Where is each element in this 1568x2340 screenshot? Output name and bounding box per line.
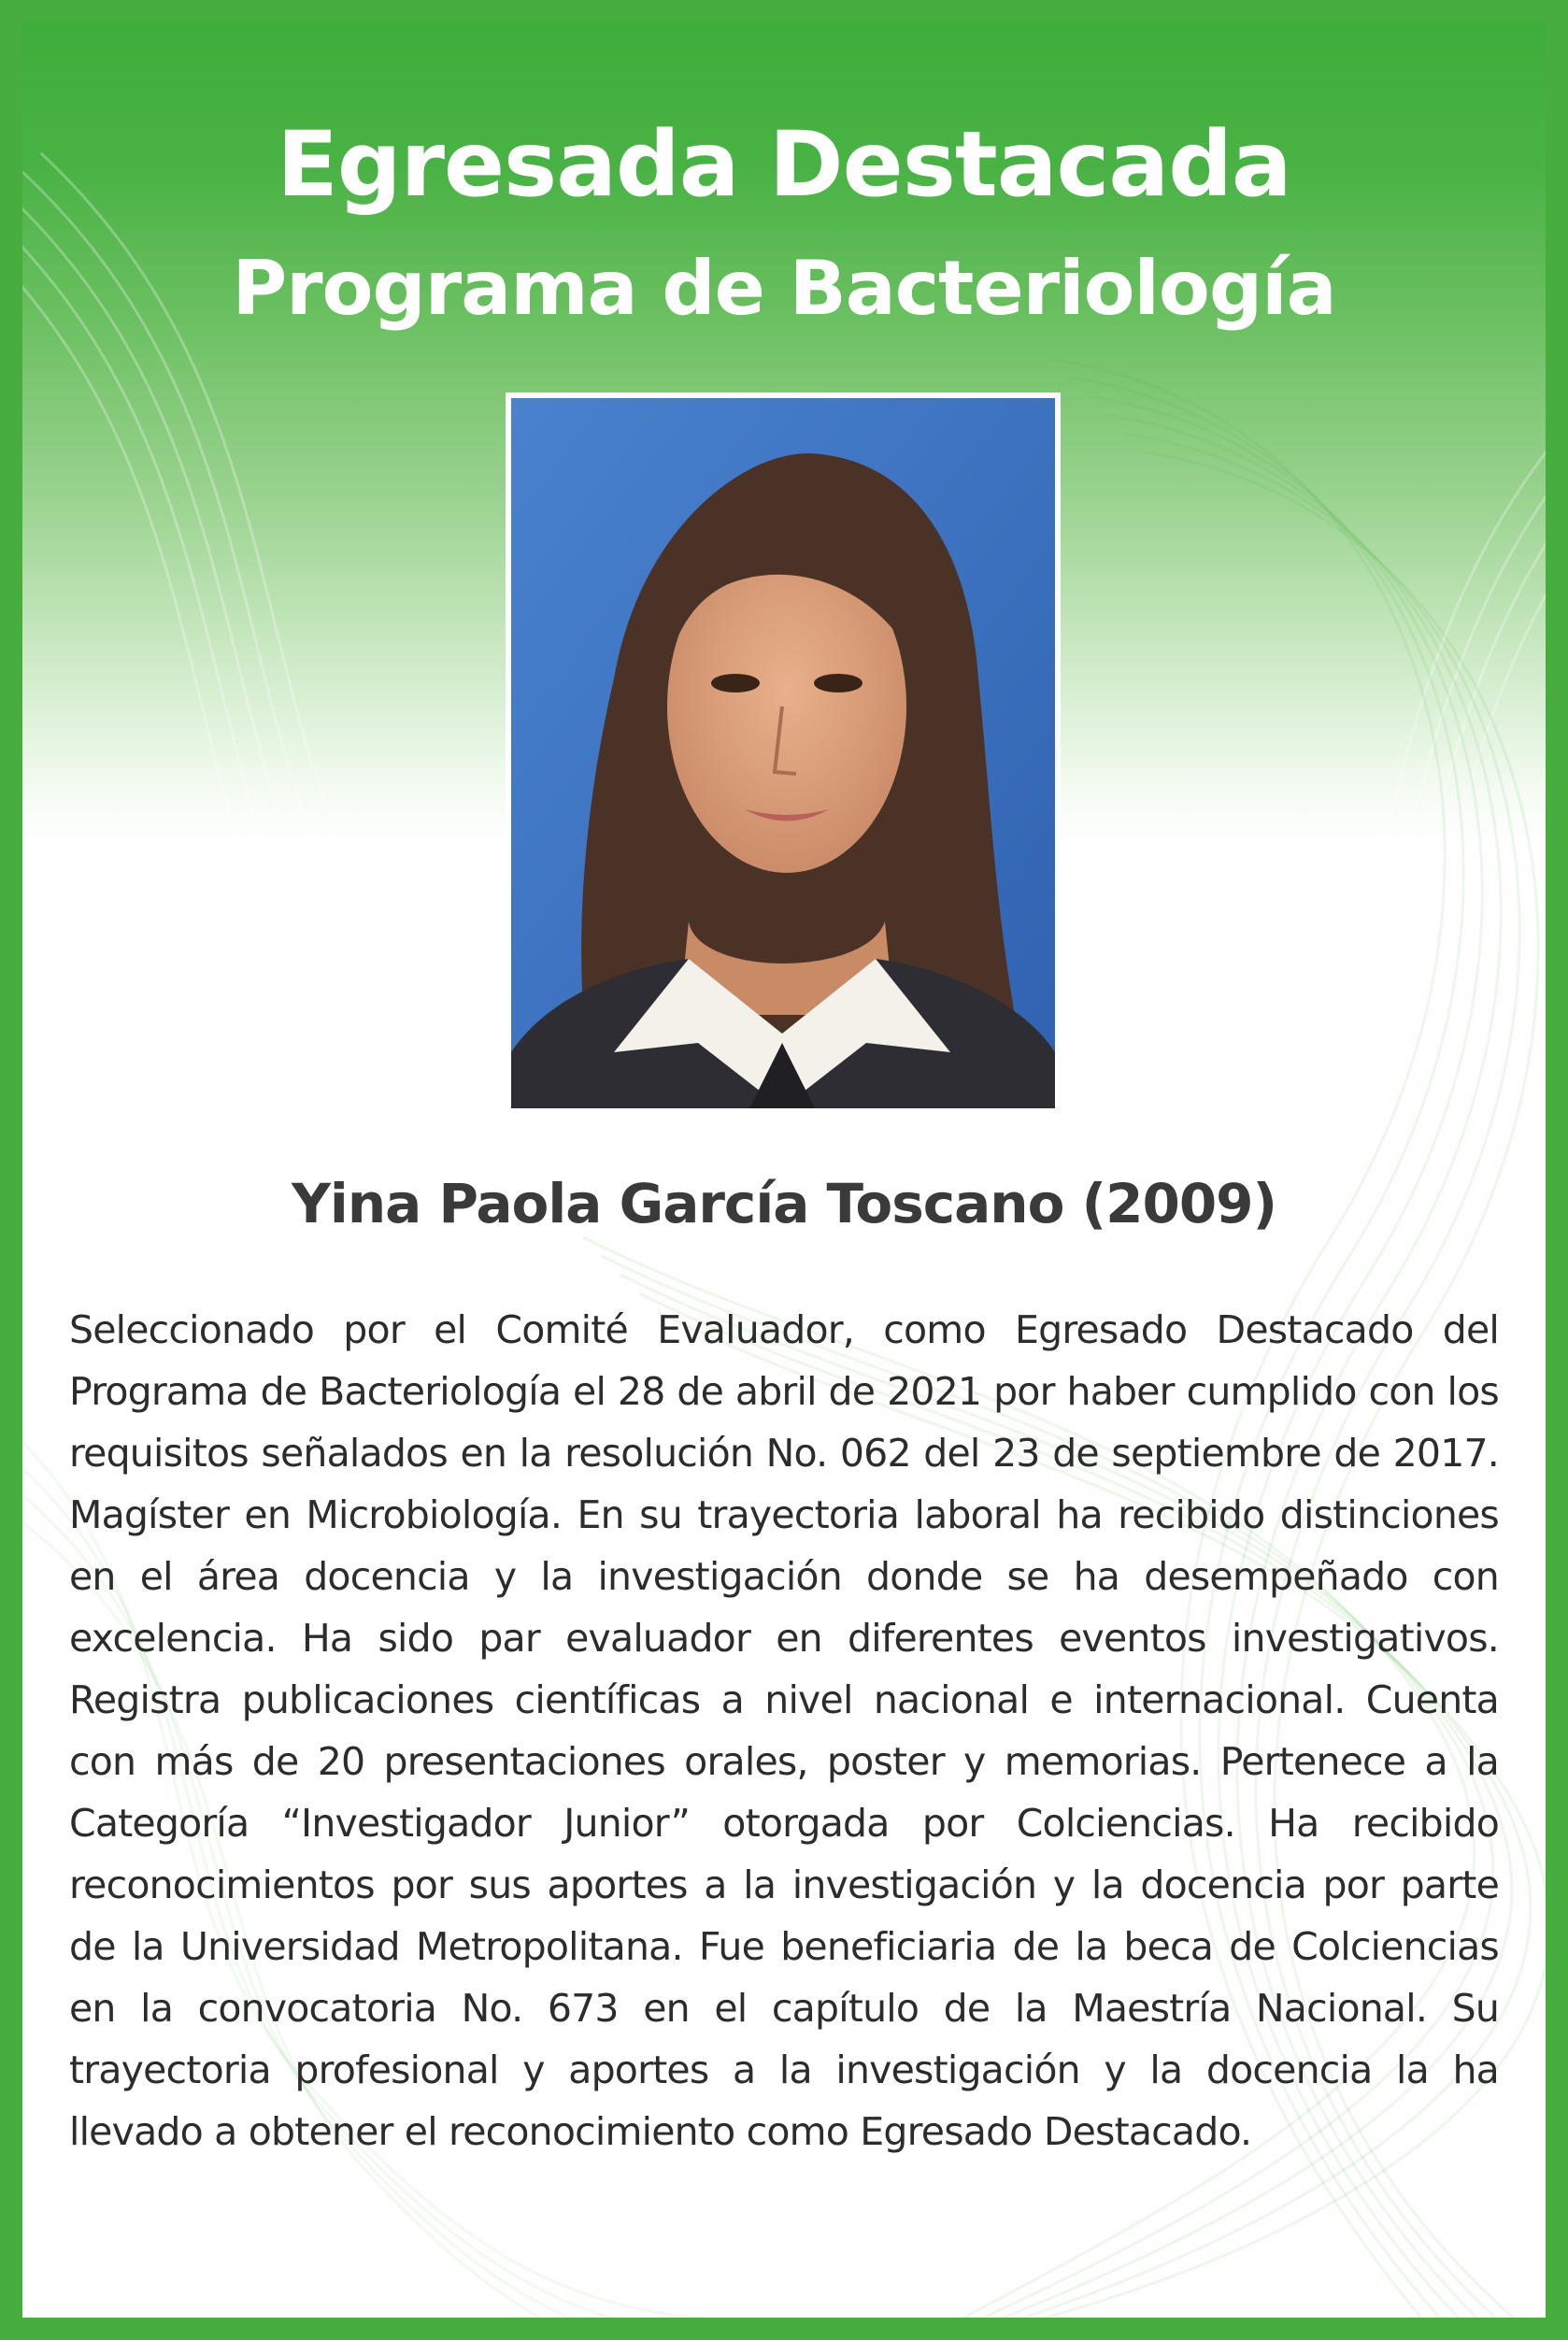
poster-background: [22, 22, 1546, 2318]
portrait-photo: [511, 398, 1055, 1108]
portrait-illustration: [511, 398, 1055, 1108]
photo-frame: [506, 392, 1061, 1114]
poster-subtitle: Programa de Bacteriología: [232, 245, 1336, 332]
poster-title: Egresada Destacada: [277, 112, 1291, 217]
graduate-name: Yina Paola García Toscano (2009): [291, 1172, 1277, 1235]
biography-text: Seleccionado por el Comité Evaluador, como Egresado Destacado del Programa de Bacteriología el 28 de abril de 2021 por haber cumplido con los requisitos señalados en la resolución No. 062 del 23 de septiembre de 2017. Magíster en Microbiología. En su trayectoria laboral ha recibido distinciones en el área docencia y la investigación donde se ha desempeñado con excelencia. Ha sido par evaluador en diferentes eventos investigativos. Registra publicaciones científicas a nivel nacional e internacional. Cuenta con más de 20 presentaciones orales, poster y memorias. Pertenece a la Categoría “Investigador Junior” otorgada por Colciencias. Ha recibido reconocimientos por sus aportes a la investigación y la docencia por parte de la Universidad Metropolitana. Fue beneficiaria de la beca de Colciencias en la convocatoria No. 673 en el capítulo de la Maestría Nacional. Su trayectoria profesional y aportes a la investigación y la docencia la ha llevado a obtener el reconocimiento como Egresado Destacado.: [69, 1307, 1499, 2154]
